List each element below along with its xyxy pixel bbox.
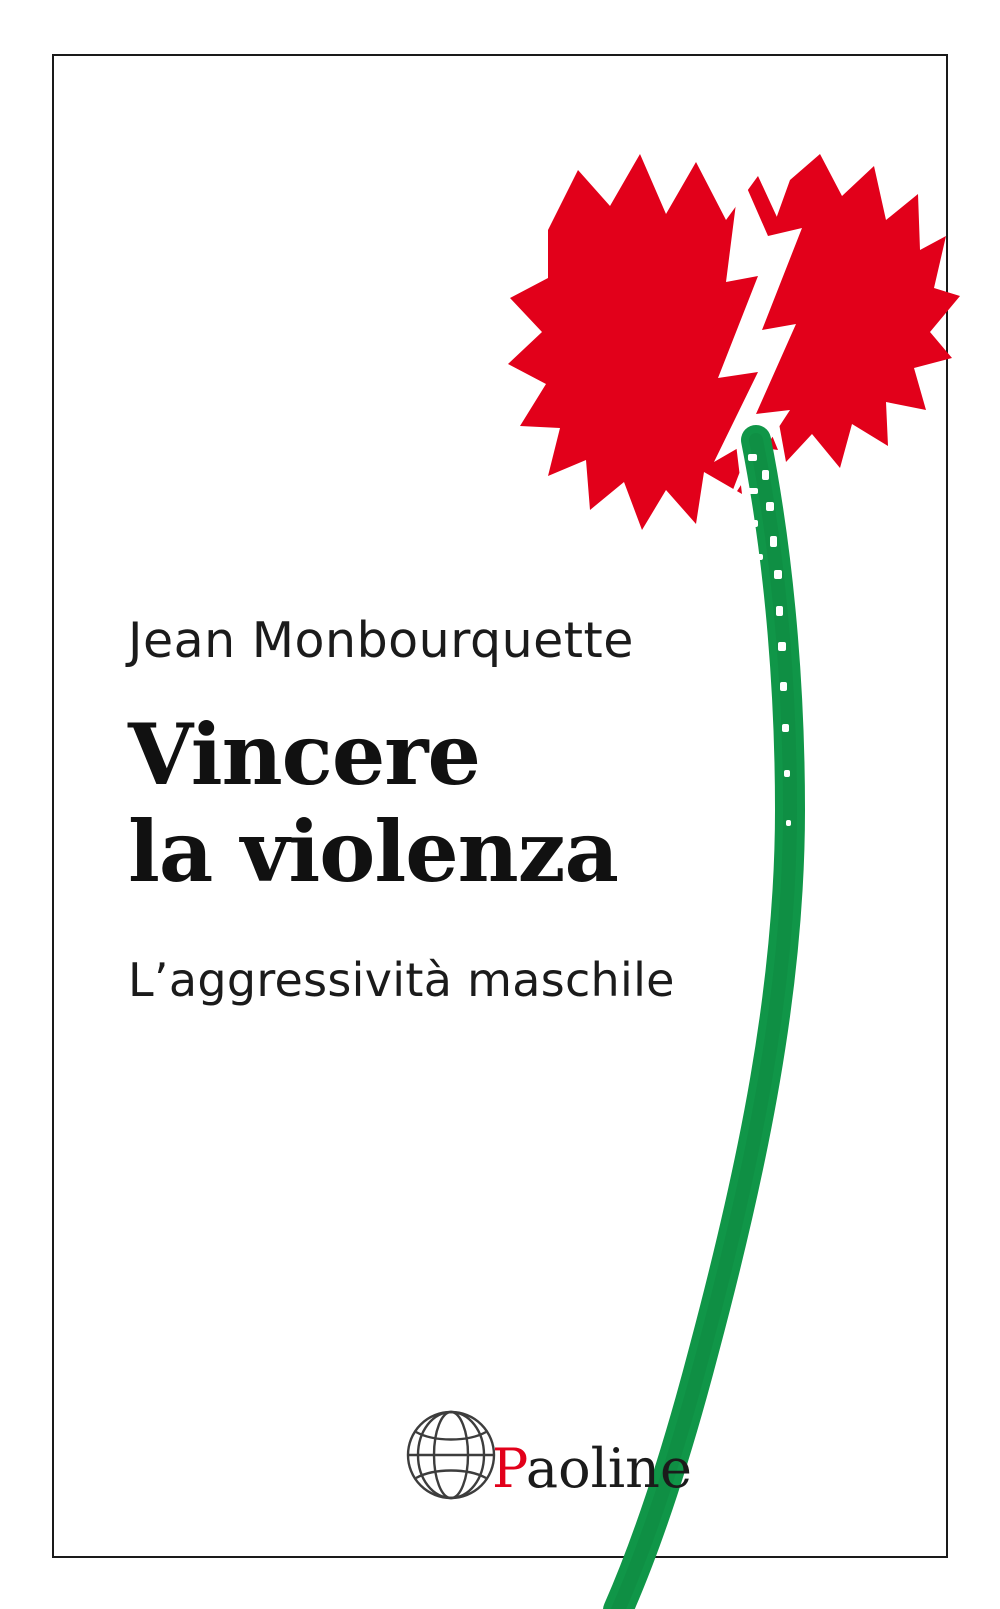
cover-text bbox=[128, 614, 728, 1007]
title-line-1: Vincere bbox=[128, 704, 480, 804]
title-line-2: la violenza bbox=[128, 802, 618, 902]
author-name: Jean Monbourquette bbox=[128, 612, 634, 669]
book-title bbox=[128, 706, 728, 901]
publisher-logo bbox=[396, 1390, 692, 1520]
book-subtitle: L’aggressività maschile bbox=[128, 952, 675, 1007]
publisher-name-rest: aoline bbox=[525, 1437, 692, 1500]
publisher-name bbox=[492, 1437, 692, 1500]
publisher-initial: P bbox=[492, 1437, 526, 1500]
globe-icon bbox=[396, 1400, 506, 1510]
